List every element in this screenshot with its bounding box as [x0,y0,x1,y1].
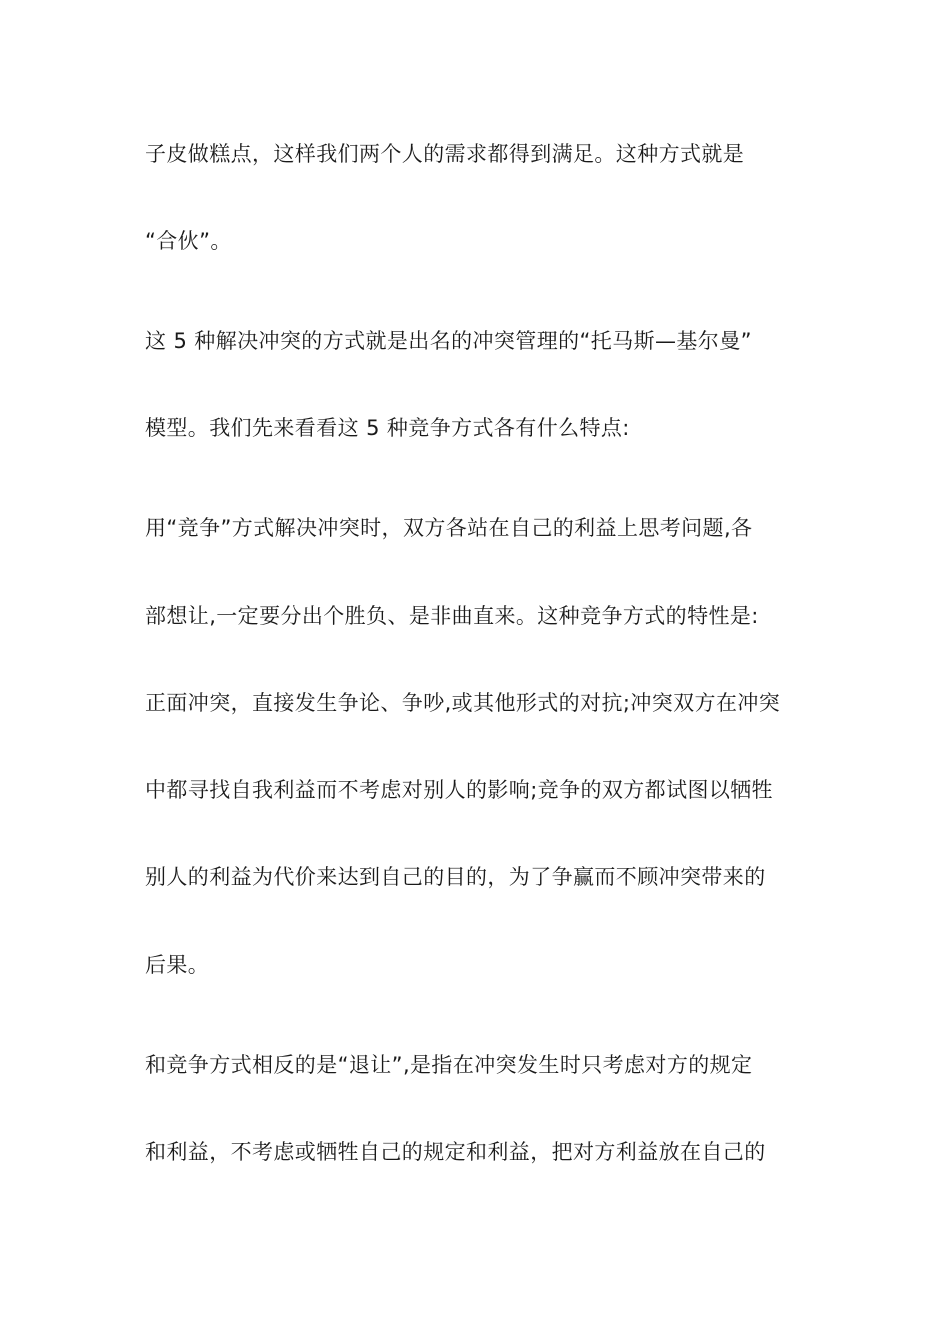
text-line: 别人的利益为代价来达到自己的目的，为了争赢而不顾冲突带来的 [145,865,766,889]
text-line: 中都寻找自我利益而不考虑对别人的影响;竞争的双方都试图以牺牲 [145,778,774,802]
text-line: 正面冲突，直接发生争论、争吵,或其他形式的对抗;冲突双方在冲突 [145,691,781,715]
text-line: 用“竞争”方式解决冲突时，双方各站在自己的利益上思考问题,各 [145,516,753,540]
text-line: 后果。 [145,953,210,977]
text-line: “合伙”。 [145,229,232,253]
text-line: 子皮做糕点，这样我们两个人的需求都得到满足。这种方式就是 [145,142,745,166]
text-line: 部想让,一定要分出个胜负、是非曲直来。这种竞争方式的特性是: [145,604,759,628]
text-line: 和竞争方式相反的是“退让”,是指在冲突发生时只考虑对方的规定 [145,1053,753,1077]
text-line: 和利益，不考虑或牺牲自己的规定和利益，把对方利益放在自己的 [145,1140,766,1164]
text-line: 模型。我们先来看看这 5 种竞争方式各有什么特点: [145,416,630,440]
text-line: 这 5 种解决冲突的方式就是出名的冲突管理的“托马斯—基尔曼” [145,329,752,353]
